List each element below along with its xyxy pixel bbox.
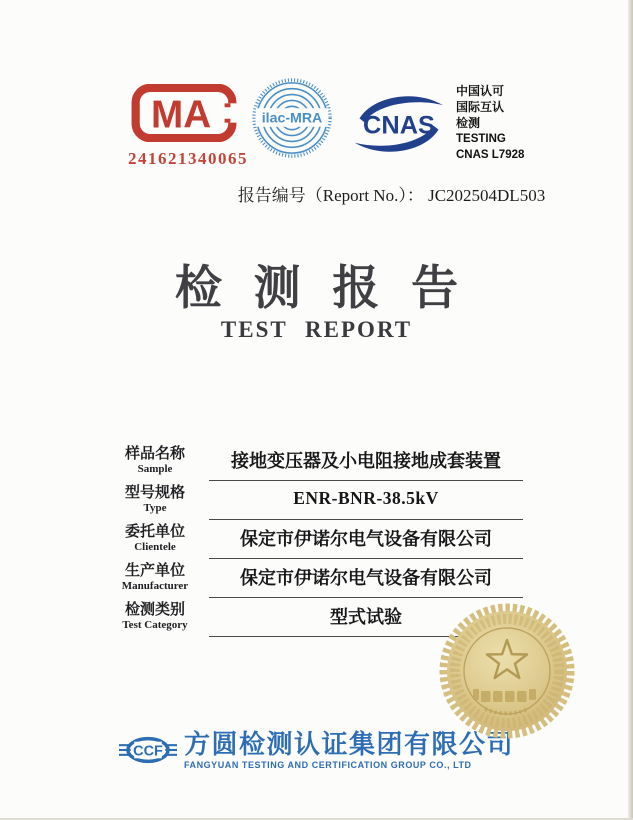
field-label: 型号规格 Type [124, 485, 185, 515]
gold-seal-icon [437, 601, 577, 741]
cnas-logo-icon [352, 90, 446, 158]
field-value: 型式试验 [209, 598, 523, 637]
page-title-english: TEST REPORT [220, 317, 413, 342]
field-value: 接地变压器及小电阻接地成套装置 [209, 442, 523, 481]
page-title: 检 测 报 告 [174, 263, 469, 315]
footer-company-en: FANGYUAN TESTING AND CERTIFICATION GROUP CO., LTD [183, 760, 472, 770]
accreditation-text-block [456, 83, 524, 163]
field-row-type [105, 481, 523, 520]
field-row-manufacturer [105, 559, 523, 598]
accreditation-line: 国际互认 [456, 100, 505, 114]
field-value: 保定市伊诺尔电气设备有限公司 [209, 559, 523, 598]
svg-text:ilac-MRA: ilac-MRA [261, 109, 323, 126]
field-label: 样品名称 Sample [124, 446, 185, 476]
ilac-mra-logo-icon [251, 77, 333, 159]
field-value: ENR-BNR-38.5kV [209, 481, 523, 520]
field-row-sample [105, 442, 523, 481]
accreditation-line: TESTING [456, 133, 506, 145]
field-label: 生产单位 Manufacturer [121, 563, 189, 593]
accreditation-line: CNAS L7928 [456, 149, 525, 161]
accreditation-line: 检测 [456, 116, 481, 130]
report-number-value: JC202504DL503 [428, 186, 546, 205]
report-number-line [0, 181, 633, 206]
svg-text:CNAS: CNAS [363, 111, 435, 140]
field-label: 检测类别 Test Category [122, 602, 188, 632]
svg-text:CCF: CCF [133, 743, 163, 760]
cma-logo-icon [130, 84, 238, 142]
footer-company-zh: 方圆检测认证集团有限公司 [183, 729, 514, 759]
report-number-label: 报告编号（Report No.）： [237, 186, 424, 205]
field-row-clientele [105, 520, 523, 559]
cma-number: 241621340065 [128, 149, 248, 168]
svg-text:MA: MA [151, 93, 212, 137]
field-label: 委托单位 Clientele [124, 524, 185, 554]
accreditation-line: 中国认可 [456, 84, 505, 98]
scan-edge-artifact [628, 0, 633, 820]
ccf-logo-icon [119, 730, 177, 770]
field-value: 保定市伊诺尔电气设备有限公司 [209, 520, 523, 559]
cma-mark [128, 84, 248, 169]
